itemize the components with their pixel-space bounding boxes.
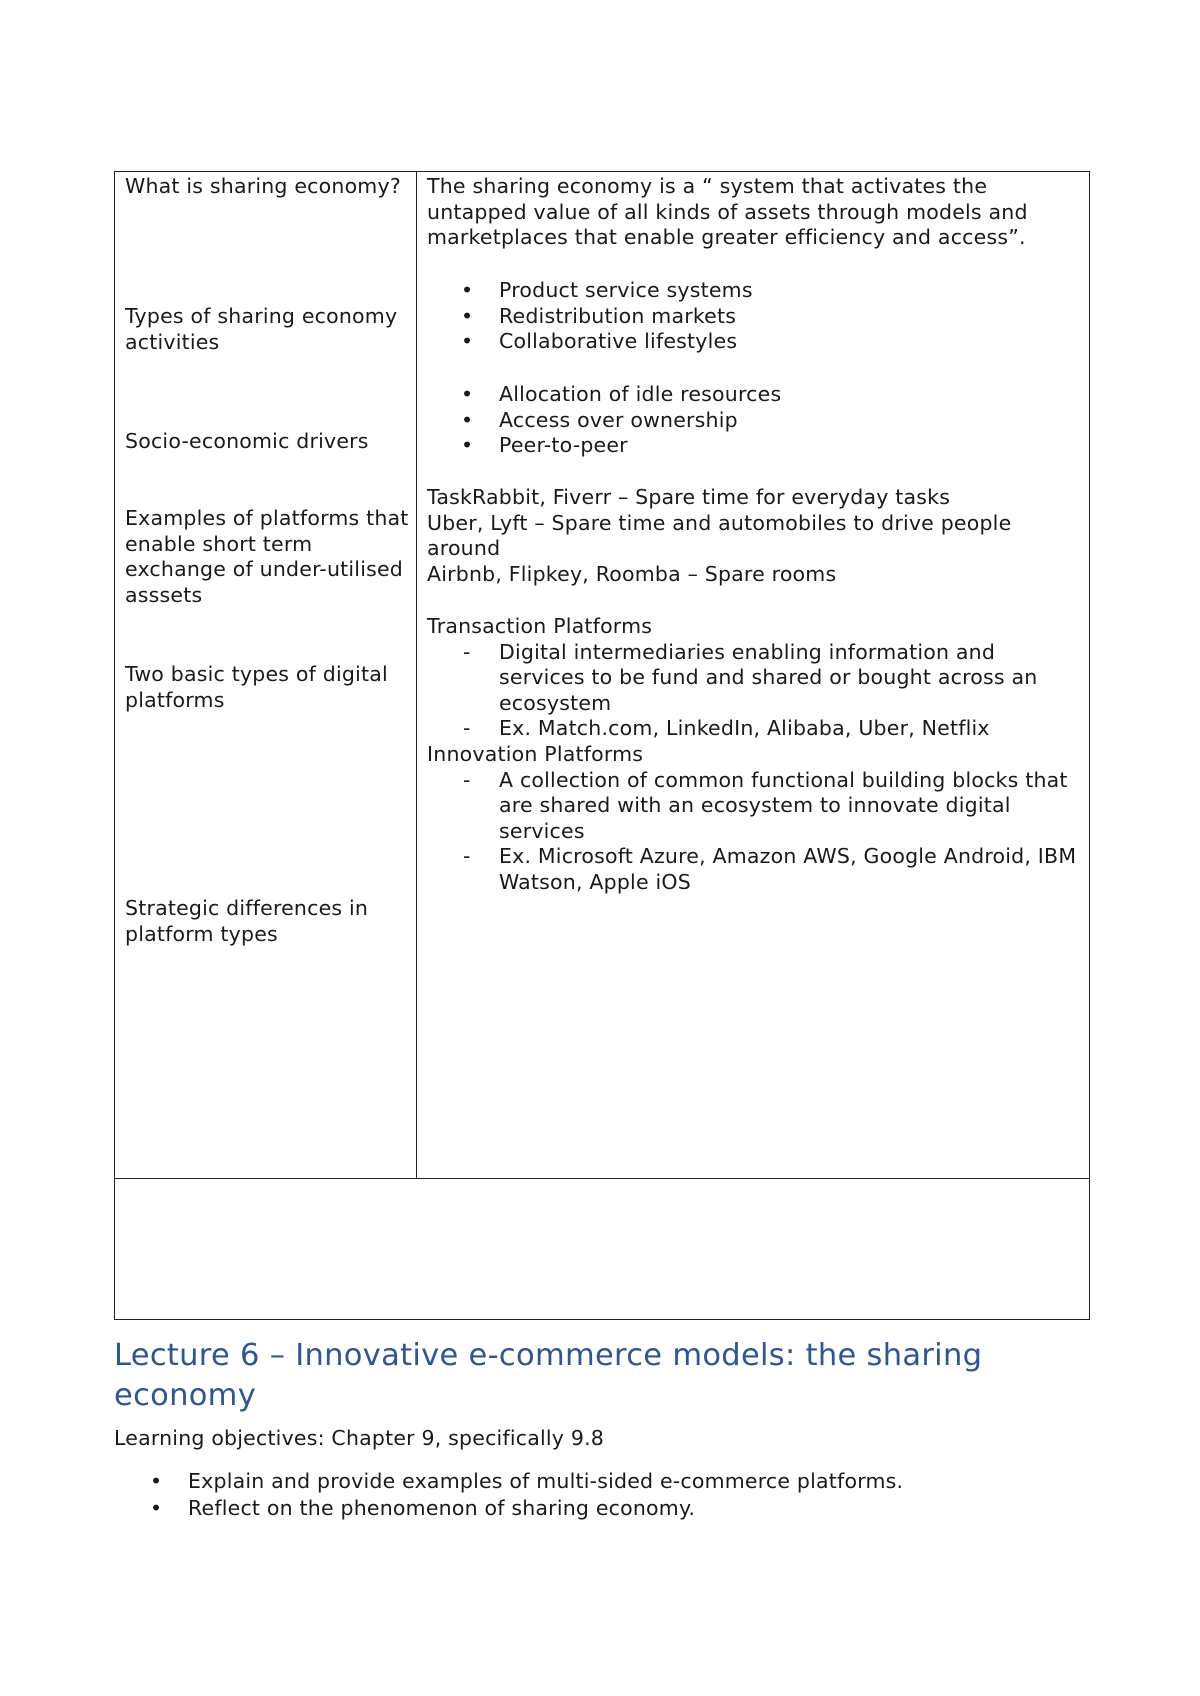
example-line: TaskRabbit, Fiverr – Spare time for everyday tasks	[427, 485, 951, 509]
transaction-platforms-title: Transaction Platforms	[427, 614, 653, 638]
label-socio-economic-drivers: Socio-economic drivers	[125, 429, 369, 453]
list-item: • Reflect on the phenomenon of sharing economy.	[150, 1496, 696, 1520]
dash-marker: -	[463, 767, 471, 792]
bullet-icon: •	[461, 278, 474, 302]
list-item: • Peer-to-peer	[461, 433, 628, 458]
label-strategic-differences: Strategic differences in platform types	[125, 896, 369, 946]
platform-types-block	[427, 614, 1087, 896]
dash-marker: -	[463, 716, 471, 741]
notes-table	[114, 171, 1090, 1320]
drivers-list	[427, 382, 1087, 459]
list-item: • Access over ownership	[461, 407, 738, 432]
list-item: • Explain and provide examples of multi-sided e-commerce platforms.	[150, 1469, 904, 1493]
learning-objectives-intro: Learning objectives: Chapter 9, specifically 9.8	[114, 1426, 605, 1450]
label-what-is-sharing-economy: What is sharing economy?	[125, 174, 401, 198]
list-item: • Allocation of idle resources	[461, 382, 782, 406]
dash-marker: -	[463, 639, 471, 664]
example-line: Uber, Lyft – Spare time and automobiles to drive people around	[427, 510, 1012, 561]
table-row-main	[115, 172, 1089, 1179]
list-item: - Digital intermediaries enabling information and services to be fund and shared or bought across an ecosystem	[463, 639, 1038, 715]
bullet-icon: •	[461, 382, 474, 406]
label-two-platform-types: Two basic types of digital platforms	[125, 662, 388, 712]
bullet-icon: •	[461, 329, 474, 354]
label-column	[115, 172, 417, 1178]
table-row-empty	[115, 1179, 1089, 1319]
definition-text: The sharing economy is a “ system that activates the untapped value of all kinds of assets through models and marketplaces that enable greater efficiency and access”.	[427, 174, 1028, 250]
platform-examples-block	[427, 485, 1087, 587]
label-types-of-activities: Types of sharing economy activities	[125, 304, 398, 354]
learning-objectives-list	[114, 1468, 903, 1522]
activity-types-list	[427, 278, 1087, 355]
example-line: Airbnb, Flipkey, Roomba – Spare rooms	[427, 561, 837, 586]
lecture-heading: Lecture 6 – Innovative e-commerce models: the sharing economy	[114, 1338, 983, 1413]
content-column	[417, 172, 1089, 1178]
list-item: - Ex. Microsoft Azure, Amazon AWS, Google Android, IBM Watson, Apple iOS	[463, 844, 1077, 894]
innovation-platforms-list	[427, 768, 1087, 896]
label-platform-examples: Examples of platforms that enable short term exchange of under-utilised asssets	[125, 506, 409, 607]
bullet-icon: •	[461, 303, 474, 328]
list-item: • Collaborative lifestyles	[461, 329, 738, 354]
innovation-platforms-title: Innovation Platforms	[427, 741, 644, 766]
bullet-icon: •	[461, 407, 474, 432]
bullet-icon: •	[150, 1496, 163, 1520]
transaction-platforms-list	[427, 640, 1087, 742]
list-item: - Ex. Match.com, LinkedIn, Alibaba, Uber, Netflix	[463, 716, 990, 741]
list-item: • Product service systems	[461, 278, 753, 302]
list-item: - A collection of common functional building blocks that are shared with an ecosystem to innovate digital services	[463, 767, 1068, 843]
bullet-icon: •	[461, 433, 474, 458]
bullet-icon: •	[150, 1469, 163, 1493]
list-item: • Redistribution markets	[461, 303, 737, 328]
dash-marker: -	[463, 844, 471, 869]
